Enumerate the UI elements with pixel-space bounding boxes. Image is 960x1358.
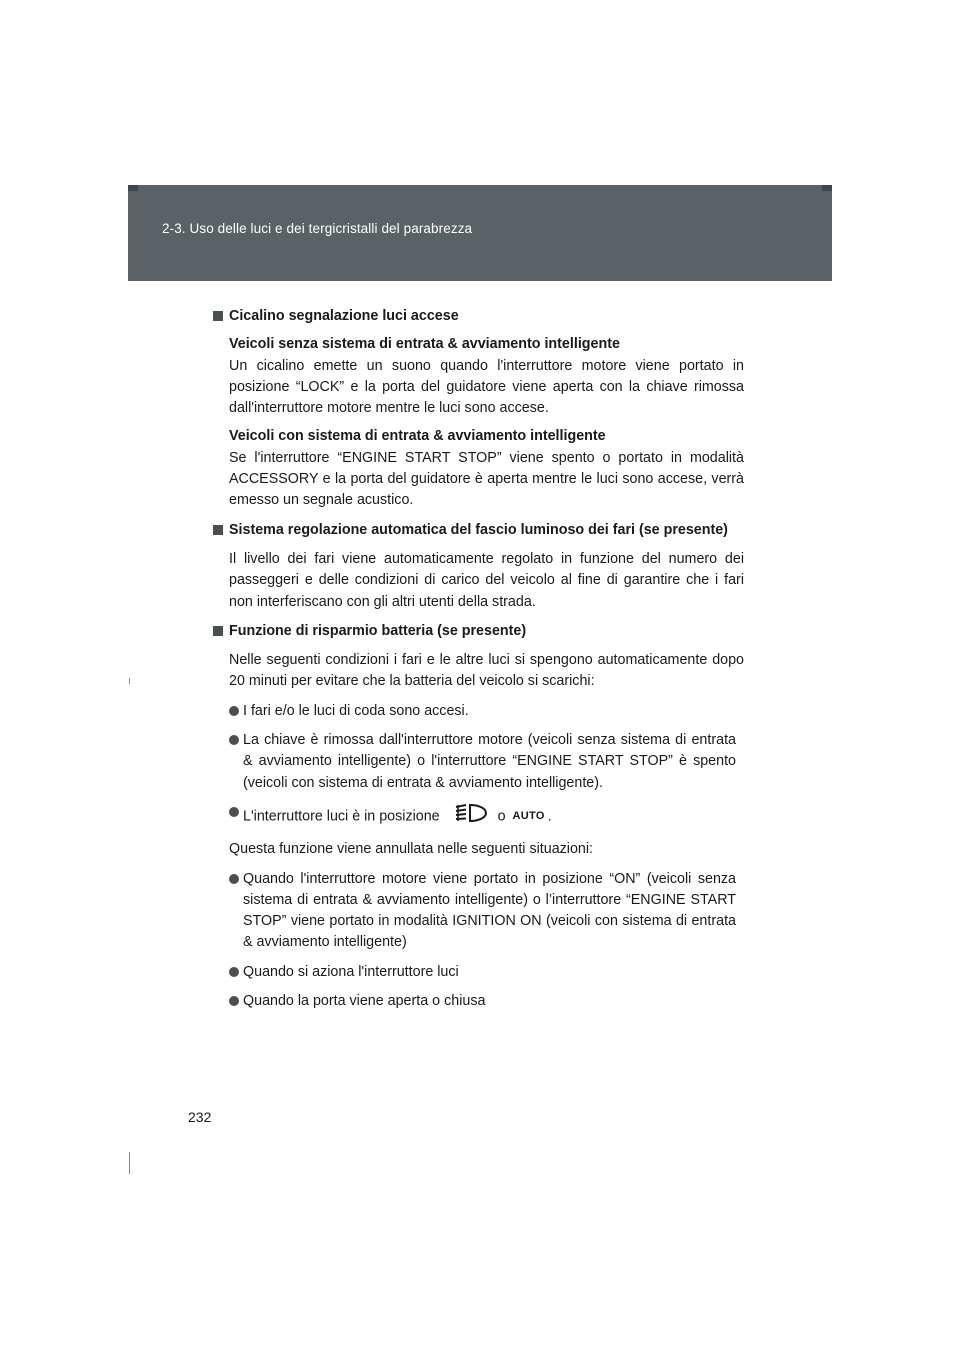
auto-icon: AUTO: [512, 809, 545, 822]
list-item: I fari e/o le luci di coda sono accesi.: [212, 701, 744, 722]
crop-mark: [129, 678, 130, 684]
section-header: [128, 185, 832, 281]
page-number: 232: [188, 1109, 212, 1125]
period-text: .: [547, 808, 552, 825]
header-title: 2-3. Uso delle luci e dei tergicristalli del parabrezza: [162, 221, 473, 236]
header-corner-mark: [822, 185, 832, 191]
list-item-text: L'interruttore luci è in posizione: [243, 808, 440, 825]
section-title-leveling: Sistema regolazione automatica del fascio luminoso dei fari (se presente): [212, 520, 744, 541]
crop-mark: [129, 1152, 130, 1174]
paragraph: Nelle seguenti condizioni i fari e le altre luci si spengono automaticamente dopo 20 minuti per evitare che la batteria del veicolo si scarichi:: [229, 652, 744, 690]
header-corner-mark: [128, 185, 138, 191]
subsection-title: Veicoli con sistema di entrata & avviamento intelligente: [229, 428, 606, 445]
section-title-buzzer: Cicalino segnalazione luci accese: [212, 306, 744, 327]
list-item: Quando l'interruttore motore viene portato in posizione “ON” (veicoli senza sistema di entrata & avviamento intelligente) o l’interruttore “ENGINE START STOP” viene portato in modalità IGNITION ON (veicoli con sistema di entrata & avviamento intelligente): [212, 869, 744, 954]
list-item: [212, 802, 744, 831]
paragraph: Se l'interruttore “ENGINE START STOP” viene spento o portato in modalità ACCESSORY e la porta del guidatore è aperta mentre le luci sono accese, verrà emesso un segnale acustico.: [229, 449, 744, 509]
page-content: [212, 306, 744, 1012]
section-title-battery-saver: Funzione di risparmio batteria (se presente): [212, 621, 744, 642]
list-item: Quando si aziona l'interruttore luci: [212, 962, 744, 983]
conjunction-text: o: [497, 808, 506, 825]
headlight-icon: [448, 802, 490, 831]
list-item: Quando la porta viene aperta o chiusa: [212, 991, 744, 1012]
paragraph: Questa funzione viene annullata nelle seguenti situazioni:: [229, 841, 594, 858]
paragraph: Un cicalino emette un suono quando l'interruttore motore viene portato in posizione “LOCK” e la porta del guidatore viene aperta con la chiave rimossa dall'interruttore motore mentre le luci sono accese.: [229, 357, 744, 417]
paragraph: Il livello dei fari viene automaticamente regolato in funzione del numero dei passeggeri e delle condizioni di carico del veicolo al fine di garantire che i fari non interferiscano con gli altri utenti della strada.: [229, 550, 744, 610]
list-item: La chiave è rimossa dall'interruttore motore (veicoli senza sistema di entrata & avviamento intelligente) o l'interruttore “ENGINE START STOP” è spento (veicoli con sistema di entrata & avviamento intelligente).: [212, 730, 744, 794]
subsection-title: Veicoli senza sistema di entrata & avviamento intelligente: [229, 336, 620, 353]
